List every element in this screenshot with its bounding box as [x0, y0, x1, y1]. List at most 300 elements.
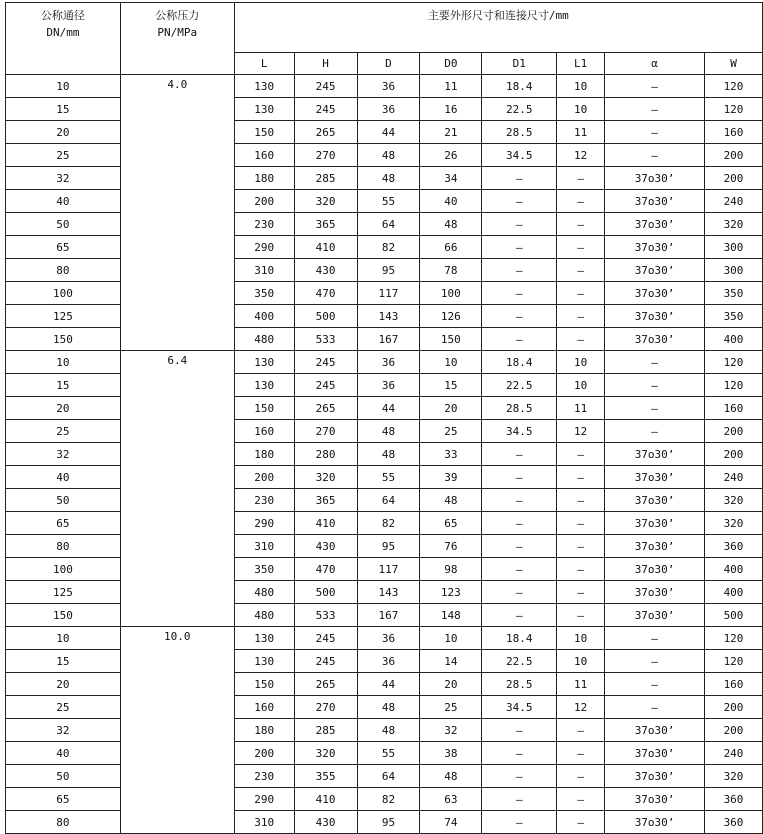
dimension-cell: 18.4: [482, 351, 557, 374]
dimension-cell: –: [605, 696, 705, 719]
dimension-cell: –: [482, 443, 557, 466]
dimension-cell: 37o30’: [605, 328, 705, 351]
dn-cell: 125: [6, 305, 121, 328]
dimension-cell: –: [557, 328, 605, 351]
dimension-cell: –: [605, 650, 705, 673]
dimension-cell: 37o30’: [605, 811, 705, 834]
dimension-cell: 37o30’: [605, 581, 705, 604]
dimension-cell: 245: [294, 627, 357, 650]
dimension-cell: 36: [357, 374, 420, 397]
dimension-cell: 200: [705, 696, 763, 719]
dimension-cell: 33: [420, 443, 482, 466]
dimension-cell: –: [557, 811, 605, 834]
dimension-cell: 95: [357, 259, 420, 282]
dimension-cell: –: [605, 397, 705, 420]
dn-cell: 10: [6, 627, 121, 650]
dimension-cell: –: [482, 466, 557, 489]
pn-group-cell: 10.0: [120, 627, 234, 834]
dimension-cell: 120: [705, 351, 763, 374]
dimension-cell: 44: [357, 397, 420, 420]
dimension-cell: –: [482, 282, 557, 305]
dimension-cell: 160: [234, 144, 294, 167]
dimension-cell: 400: [705, 558, 763, 581]
dimension-cell: 28.5: [482, 673, 557, 696]
dimension-cell: 48: [357, 696, 420, 719]
pn-group-cell: 6.4: [120, 351, 234, 627]
dn-cell: 100: [6, 558, 121, 581]
dimension-cell: 48: [357, 719, 420, 742]
dimension-cell: 22.5: [482, 374, 557, 397]
dimension-cell: 480: [234, 604, 294, 627]
dimension-cell: –: [482, 259, 557, 282]
dimension-cell: –: [605, 420, 705, 443]
header-pn-unit: PN/MPa: [157, 26, 198, 39]
dimension-cell: –: [482, 742, 557, 765]
dimension-cell: 82: [357, 512, 420, 535]
table-row: [6, 696, 763, 719]
dimension-cell: 350: [234, 282, 294, 305]
table-row: [6, 742, 763, 765]
table-row: [6, 443, 763, 466]
dn-cell: 32: [6, 719, 121, 742]
dimension-cell: 200: [705, 144, 763, 167]
dimension-cell: 37o30’: [605, 512, 705, 535]
dimension-cell: 21: [420, 121, 482, 144]
dimension-cell: 245: [294, 374, 357, 397]
dimension-cell: 37o30’: [605, 765, 705, 788]
dimension-cell: 270: [294, 420, 357, 443]
dn-cell: 80: [6, 259, 121, 282]
column-header: D1: [482, 53, 557, 75]
dimension-cell: 48: [357, 443, 420, 466]
dimension-cell: 180: [234, 719, 294, 742]
dimension-cell: 270: [294, 144, 357, 167]
dn-cell: 125: [6, 581, 121, 604]
dimension-cell: 245: [294, 75, 357, 98]
dimension-cell: 64: [357, 489, 420, 512]
dimension-cell: –: [482, 213, 557, 236]
dn-cell: 20: [6, 397, 121, 420]
dimension-cell: 10: [420, 627, 482, 650]
dimension-cell: 40: [420, 190, 482, 213]
table-row: [6, 673, 763, 696]
dimension-cell: 48: [357, 420, 420, 443]
column-header: α: [605, 53, 705, 75]
dimension-cell: 245: [294, 351, 357, 374]
dimension-cell: 34.5: [482, 144, 557, 167]
dimension-cell: 10: [420, 351, 482, 374]
dimension-cell: –: [557, 512, 605, 535]
dimension-cell: –: [557, 719, 605, 742]
dimension-cell: 36: [357, 627, 420, 650]
dimension-cell: 480: [234, 581, 294, 604]
dimension-cell: 64: [357, 213, 420, 236]
dimension-cell: 64: [357, 765, 420, 788]
dimension-cell: 160: [234, 420, 294, 443]
table-row: [6, 351, 763, 374]
header-pn-label: 公称压力: [155, 9, 200, 22]
dimension-cell: –: [482, 788, 557, 811]
table-row: [6, 121, 763, 144]
dimension-cell: –: [482, 305, 557, 328]
dimension-cell: 230: [234, 765, 294, 788]
dimension-cell: 55: [357, 742, 420, 765]
dimension-cell: 320: [294, 742, 357, 765]
dimension-cell: 25: [420, 420, 482, 443]
dn-cell: 32: [6, 167, 121, 190]
dimension-cell: 95: [357, 535, 420, 558]
dimension-cell: 350: [705, 305, 763, 328]
dn-cell: 15: [6, 374, 121, 397]
dimension-cell: –: [557, 742, 605, 765]
dimension-cell: 37o30’: [605, 167, 705, 190]
dimension-cell: 15: [420, 374, 482, 397]
dimension-cell: 240: [705, 190, 763, 213]
dimension-cell: 270: [294, 696, 357, 719]
dimension-cell: 290: [234, 236, 294, 259]
dn-cell: 150: [6, 604, 121, 627]
dimension-cell: 20: [420, 673, 482, 696]
dimension-cell: –: [482, 512, 557, 535]
dimension-cell: 48: [420, 489, 482, 512]
dn-cell: 40: [6, 190, 121, 213]
table-row: [6, 650, 763, 673]
dn-cell: 25: [6, 420, 121, 443]
dimension-cell: 20: [420, 397, 482, 420]
dimension-cell: 37o30’: [605, 558, 705, 581]
dimension-cell: 37o30’: [605, 719, 705, 742]
dimension-cell: 22.5: [482, 650, 557, 673]
pn-group-cell: 4.0: [120, 75, 234, 351]
header-nominal-pressure: [120, 3, 234, 75]
table-row: [6, 397, 763, 420]
dimension-cell: 245: [294, 98, 357, 121]
dimension-cell: 320: [705, 512, 763, 535]
dimension-cell: 430: [294, 811, 357, 834]
dimension-cell: 37o30’: [605, 236, 705, 259]
dimension-cell: 37o30’: [605, 282, 705, 305]
column-header: D0: [420, 53, 482, 75]
dimension-cell: 36: [357, 75, 420, 98]
dimension-cell: 82: [357, 788, 420, 811]
dimension-cell: 290: [234, 512, 294, 535]
dimension-cell: 280: [294, 443, 357, 466]
dimension-cell: –: [482, 236, 557, 259]
dimension-cell: 22.5: [482, 98, 557, 121]
dimension-cell: –: [482, 581, 557, 604]
dn-cell: 15: [6, 650, 121, 673]
dimension-cell: 150: [234, 121, 294, 144]
dimension-cell: 410: [294, 236, 357, 259]
table-row: [6, 788, 763, 811]
dn-cell: 50: [6, 213, 121, 236]
dimension-cell: 12: [557, 144, 605, 167]
dimension-cell: 48: [357, 167, 420, 190]
dimension-cell: 117: [357, 558, 420, 581]
dimension-cell: 10: [557, 351, 605, 374]
dimension-cell: 320: [294, 466, 357, 489]
dimension-cell: 310: [234, 535, 294, 558]
dimension-cell: 360: [705, 788, 763, 811]
dimension-cell: 36: [357, 351, 420, 374]
dimension-cell: 230: [234, 489, 294, 512]
dn-cell: 150: [6, 328, 121, 351]
table-row: [6, 627, 763, 650]
table-row: [6, 535, 763, 558]
dn-cell: 20: [6, 121, 121, 144]
dimension-cell: 350: [234, 558, 294, 581]
dn-cell: 100: [6, 282, 121, 305]
dn-cell: 10: [6, 75, 121, 98]
dn-cell: 50: [6, 765, 121, 788]
dimension-cell: 11: [420, 75, 482, 98]
dimension-cell: 39: [420, 466, 482, 489]
dn-cell: 80: [6, 535, 121, 558]
dimension-cell: 95: [357, 811, 420, 834]
dimension-cell: 320: [705, 213, 763, 236]
dimension-cell: 400: [705, 328, 763, 351]
dimension-cell: 265: [294, 121, 357, 144]
dimension-cell: 123: [420, 581, 482, 604]
dimension-cell: –: [482, 604, 557, 627]
dimension-cell: 355: [294, 765, 357, 788]
dimension-cell: 240: [705, 742, 763, 765]
dimension-cell: 48: [420, 765, 482, 788]
column-header: L: [234, 53, 294, 75]
dimension-cell: –: [557, 213, 605, 236]
dimension-cell: 10: [557, 374, 605, 397]
dimension-cell: 37o30’: [605, 742, 705, 765]
dimension-cell: 200: [705, 167, 763, 190]
dimension-cell: 500: [294, 581, 357, 604]
dimension-cell: 320: [294, 190, 357, 213]
table-row: [6, 374, 763, 397]
dimension-cell: 37o30’: [605, 443, 705, 466]
dimension-cell: 12: [557, 420, 605, 443]
dimension-cell: 38: [420, 742, 482, 765]
dimension-cell: 120: [705, 98, 763, 121]
dimension-cell: 200: [234, 190, 294, 213]
dimension-cell: 37o30’: [605, 190, 705, 213]
dimension-cell: –: [605, 627, 705, 650]
table-row: [6, 236, 763, 259]
dimension-cell: 12: [557, 696, 605, 719]
dimension-cell: 410: [294, 788, 357, 811]
dimension-cell: 143: [357, 581, 420, 604]
dimension-cell: 365: [294, 489, 357, 512]
dimension-cell: –: [605, 75, 705, 98]
dimension-cell: 130: [234, 75, 294, 98]
dimension-cell: 16: [420, 98, 482, 121]
dimension-cell: 430: [294, 259, 357, 282]
dimension-cell: –: [482, 765, 557, 788]
dimension-cell: 350: [705, 282, 763, 305]
dn-cell: 25: [6, 144, 121, 167]
table-row: [6, 604, 763, 627]
dimension-cell: 285: [294, 167, 357, 190]
dimension-cell: 143: [357, 305, 420, 328]
dimension-cell: 117: [357, 282, 420, 305]
dn-cell: 80: [6, 811, 121, 834]
dimension-cell: –: [557, 581, 605, 604]
table-row: [6, 581, 763, 604]
dimension-cell: 36: [357, 98, 420, 121]
table-row: [6, 98, 763, 121]
dimension-cell: 10: [557, 75, 605, 98]
dimension-cell: 300: [705, 259, 763, 282]
dimension-cell: 18.4: [482, 627, 557, 650]
dimension-cell: –: [557, 236, 605, 259]
column-header: H: [294, 53, 357, 75]
dimension-cell: 240: [705, 466, 763, 489]
dimension-cell: –: [482, 167, 557, 190]
table-row: [6, 489, 763, 512]
dimension-cell: 32: [420, 719, 482, 742]
dimension-cell: 150: [420, 328, 482, 351]
dimension-cell: –: [482, 719, 557, 742]
dn-cell: 32: [6, 443, 121, 466]
dimension-cell: –: [605, 374, 705, 397]
dimension-cell: 37o30’: [605, 489, 705, 512]
dimension-cell: 100: [420, 282, 482, 305]
table-row: [6, 558, 763, 581]
dimension-cell: 200: [705, 443, 763, 466]
dimension-cell: 18.4: [482, 75, 557, 98]
dimension-cell: 180: [234, 167, 294, 190]
dimension-cell: 37o30’: [605, 788, 705, 811]
table-row: [6, 259, 763, 282]
header-dn-label: 公称通径: [40, 9, 85, 22]
dimension-cell: 120: [705, 374, 763, 397]
dimension-cell: 36: [357, 650, 420, 673]
dimension-cell: 78: [420, 259, 482, 282]
dimension-cell: –: [482, 811, 557, 834]
table-row: [6, 190, 763, 213]
dimension-cell: 400: [234, 305, 294, 328]
dimension-cell: –: [605, 144, 705, 167]
dimension-cell: 63: [420, 788, 482, 811]
dimension-cell: –: [605, 98, 705, 121]
dimension-cell: 150: [234, 397, 294, 420]
dimension-cell: –: [482, 489, 557, 512]
table-row: [6, 466, 763, 489]
dn-cell: 65: [6, 788, 121, 811]
table-row: [6, 144, 763, 167]
dimension-cell: 28.5: [482, 397, 557, 420]
dimension-cell: 10: [557, 650, 605, 673]
dimension-cell: –: [557, 489, 605, 512]
dimension-cell: 48: [357, 144, 420, 167]
dimension-cell: 360: [705, 535, 763, 558]
dimension-cell: 160: [705, 397, 763, 420]
dimension-cell: 37o30’: [605, 259, 705, 282]
dn-cell: 40: [6, 466, 121, 489]
dimension-cell: 37o30’: [605, 604, 705, 627]
dimension-cell: 11: [557, 397, 605, 420]
dimension-cell: –: [482, 535, 557, 558]
dimension-cell: 34.5: [482, 696, 557, 719]
header-main-dimensions: 主要外形尺寸和连接尺寸/mm: [234, 3, 762, 53]
dimension-cell: 160: [705, 673, 763, 696]
table-row: [6, 75, 763, 98]
dimension-cell: –: [557, 466, 605, 489]
dimension-cell: 26: [420, 144, 482, 167]
dimension-cell: 130: [234, 374, 294, 397]
dimension-cell: 285: [294, 719, 357, 742]
dimension-cell: 10: [557, 627, 605, 650]
dimension-cell: 28.5: [482, 121, 557, 144]
dimension-cell: 44: [357, 673, 420, 696]
dimension-cell: 230: [234, 213, 294, 236]
dimension-cell: 480: [234, 328, 294, 351]
table-row: [6, 282, 763, 305]
dimension-cell: –: [605, 351, 705, 374]
dimension-cell: 44: [357, 121, 420, 144]
dimension-cell: 500: [705, 604, 763, 627]
dimension-cell: 200: [705, 420, 763, 443]
dimension-cell: 290: [234, 788, 294, 811]
dimension-cell: 120: [705, 650, 763, 673]
table-row: [6, 811, 763, 834]
dimension-cell: 74: [420, 811, 482, 834]
dimension-cell: –: [557, 259, 605, 282]
table-body: [6, 75, 763, 834]
dimension-cell: –: [482, 190, 557, 213]
dimension-cell: 533: [294, 328, 357, 351]
table-row: [6, 420, 763, 443]
dimension-cell: 11: [557, 121, 605, 144]
dimension-cell: 130: [234, 627, 294, 650]
dimension-cell: 200: [234, 742, 294, 765]
dimension-cell: 360: [705, 811, 763, 834]
dimension-cell: 55: [357, 466, 420, 489]
dimension-cell: –: [557, 765, 605, 788]
dimension-cell: 200: [705, 719, 763, 742]
dn-cell: 15: [6, 98, 121, 121]
table-row: [6, 512, 763, 535]
dimension-cell: 400: [705, 581, 763, 604]
valve-dimensions-table: [5, 2, 763, 834]
column-header: W: [705, 53, 763, 75]
dimension-cell: 533: [294, 604, 357, 627]
dn-cell: 10: [6, 351, 121, 374]
dimension-cell: –: [557, 788, 605, 811]
table-row: [6, 719, 763, 742]
dimension-cell: 25: [420, 696, 482, 719]
dimension-cell: 14: [420, 650, 482, 673]
dimension-cell: 37o30’: [605, 305, 705, 328]
dimension-cell: 320: [705, 765, 763, 788]
dimension-cell: 160: [705, 121, 763, 144]
dn-cell: 25: [6, 696, 121, 719]
dimension-cell: 245: [294, 650, 357, 673]
dimension-cell: –: [557, 167, 605, 190]
table-row: [6, 213, 763, 236]
dimension-cell: –: [482, 328, 557, 351]
dimension-cell: 10: [557, 98, 605, 121]
dimension-cell: 130: [234, 351, 294, 374]
dimension-cell: 300: [705, 236, 763, 259]
dn-cell: 50: [6, 489, 121, 512]
dimension-cell: 76: [420, 535, 482, 558]
dimension-cell: –: [557, 190, 605, 213]
table-row: [6, 765, 763, 788]
dimension-cell: 180: [234, 443, 294, 466]
dimension-cell: 410: [294, 512, 357, 535]
dimension-cell: 500: [294, 305, 357, 328]
dimension-cell: 34.5: [482, 420, 557, 443]
dimension-cell: 37o30’: [605, 213, 705, 236]
